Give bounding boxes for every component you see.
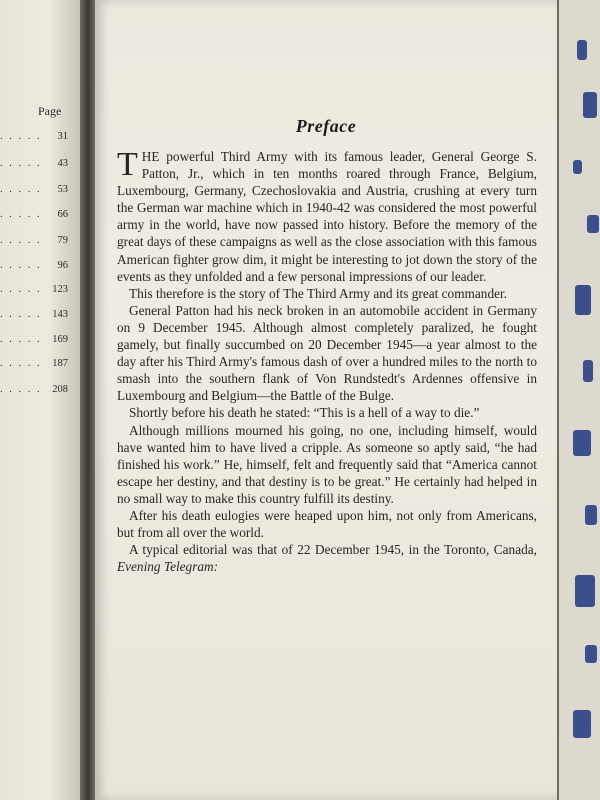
cover-pattern [583, 92, 597, 118]
preface-body [117, 148, 537, 575]
paragraph: A typical editorial was that of 22 December 1945, in the Toronto, Canada, Evening Telegram: [117, 542, 537, 575]
toc-row: . . . . . 96 [0, 260, 68, 271]
cover-pattern [575, 575, 595, 607]
toc-row: . . . . . 53 [0, 184, 68, 195]
page-title: Preface [295, 116, 357, 136]
cover-pattern [587, 215, 599, 233]
toc-row: . . . . . 79 [0, 235, 68, 246]
toc-page-header: Page [38, 104, 62, 118]
drop-cap: T [117, 146, 138, 183]
cover-pattern [573, 430, 591, 456]
book-cover-edge [557, 0, 600, 800]
cover-pattern [585, 645, 597, 663]
paragraph: Although millions mourned his going, no one, including himself, would have wanted him to have lived a cripple. As someone so aptly said, “he had finished his work.” He, himself, felt and frequently said that “America cannot escape her destiny, and that destiny is to be great.” He certainly had helped in no small way to make this country fulfill its destiny. [117, 422, 537, 506]
toc-row: . . . . . 143 [0, 309, 68, 320]
paragraph: Shortly before his death he stated: “This is a hell of a way to die.” [129, 405, 480, 421]
toc-row: . . . . . 66 [0, 209, 68, 220]
paragraph: THE powerful Third Army with its famous leader, General George S. Patton, Jr., which in ten months roared through France, Belgium, Luxembourg, Germany, Czechoslovakia and Austria, crushing at every turn the German war machine which in 1940-42 was considered the most powerful army in the world, have now passed into history. Before the memory of the great days of these campaigns as well as the close association with this famous American fighter grow dim, it might be interesting to jot down the story of the events as they unfolded and a few personal impressions of our leader. [117, 146, 537, 284]
cover-pattern [573, 160, 582, 174]
cover-pattern [575, 285, 591, 315]
toc-row: . . . . . 187 [0, 358, 68, 369]
book-gutter [80, 0, 96, 800]
toc-row: . . . . . 208 [0, 384, 68, 395]
toc-row: . . . . . 43 [0, 158, 68, 169]
toc-row: . . . . . 31 [0, 131, 68, 142]
toc-row: . . . . . 123 [0, 284, 68, 295]
toc-row: . . . . . 169 [0, 334, 68, 345]
cover-pattern [577, 40, 587, 60]
cover-pattern [573, 710, 591, 738]
newspaper-name: Evening Telegram: [117, 559, 219, 575]
cover-pattern [585, 505, 597, 525]
cover-pattern [583, 360, 593, 382]
paragraph: After his death eulogies were heaped upon him, not only from Americans, but from all over the world. [117, 507, 537, 541]
paragraph: General Patton had his neck broken in an automobile accident in Germany on 9 December 1945. Although almost completely paralized, he fought gamely, but finally succumbed on 20 December 1945—a year almost to the day after his Third Army's famous dash of over a hundred miles to the north to smash into the southern flank of Von Rundstedt's Ardennes offensive in Luxembourg and Belgium—the Battle of the Bulge. [117, 302, 537, 404]
left-page [0, 0, 80, 800]
paragraph: This therefore is the story of The Third Army and its great commander. [129, 285, 508, 301]
